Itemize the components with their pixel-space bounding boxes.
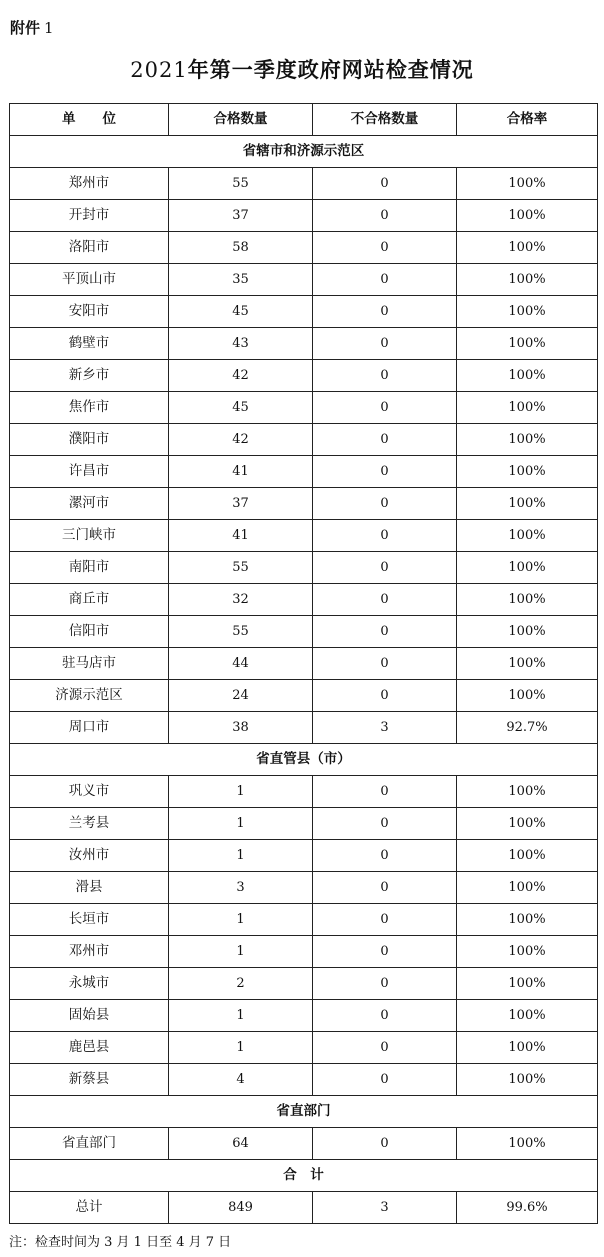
qualified-count-cell: 4	[169, 1064, 313, 1096]
pass-rate-cell: 100%	[457, 392, 598, 424]
page-title	[0, 54, 604, 84]
table-row	[10, 1192, 598, 1224]
unit-cell: 永城市	[10, 968, 169, 1000]
pass-rate-cell: 100%	[457, 1128, 598, 1160]
unqualified-count-cell: 0	[313, 392, 457, 424]
qualified-count-cell: 45	[169, 296, 313, 328]
unit-cell: 濮阳市	[10, 424, 169, 456]
pass-rate-cell: 100%	[457, 168, 598, 200]
qualified-count-cell: 55	[169, 168, 313, 200]
unit-cell: 长垣市	[10, 904, 169, 936]
table-row	[10, 776, 598, 808]
table-row	[10, 520, 598, 552]
unit-cell: 新乡市	[10, 360, 169, 392]
unqualified-count-cell: 0	[313, 1128, 457, 1160]
unqualified-count-cell: 0	[313, 840, 457, 872]
unqualified-count-cell: 0	[313, 168, 457, 200]
pass-rate-cell: 100%	[457, 808, 598, 840]
unit-cell: 安阳市	[10, 296, 169, 328]
table-row	[10, 328, 598, 360]
qualified-count-cell: 849	[169, 1192, 313, 1224]
qualified-count-cell: 58	[169, 232, 313, 264]
pass-rate-cell: 99.6%	[457, 1192, 598, 1224]
section-title: 省直管县（市）	[10, 744, 598, 776]
qualified-count-cell: 44	[169, 648, 313, 680]
unit-cell: 鹤壁市	[10, 328, 169, 360]
table-row	[10, 936, 598, 968]
unit-cell: 漯河市	[10, 488, 169, 520]
unit-cell: 兰考县	[10, 808, 169, 840]
table-row	[10, 200, 598, 232]
table-row	[10, 968, 598, 1000]
pass-rate-cell: 100%	[457, 456, 598, 488]
qualified-count-cell: 37	[169, 200, 313, 232]
title-text: 年第一季度政府网站检查情况	[187, 57, 474, 82]
pass-rate-cell: 100%	[457, 680, 598, 712]
pass-rate-cell: 100%	[457, 1000, 598, 1032]
unqualified-count-cell: 0	[313, 1000, 457, 1032]
unit-cell: 巩义市	[10, 776, 169, 808]
unit-cell: 许昌市	[10, 456, 169, 488]
qualified-count-cell: 1	[169, 840, 313, 872]
section-header-row	[10, 744, 598, 776]
table-row	[10, 616, 598, 648]
section-header-row	[10, 136, 598, 168]
table-row	[10, 1000, 598, 1032]
qualified-count-cell: 42	[169, 360, 313, 392]
unqualified-count-cell: 0	[313, 264, 457, 296]
attachment-label-text: 附件	[10, 19, 41, 37]
unqualified-count-cell: 0	[313, 200, 457, 232]
table-row	[10, 808, 598, 840]
table-row	[10, 904, 598, 936]
unit-cell: 邓州市	[10, 936, 169, 968]
attachment-label	[10, 17, 54, 38]
qualified-count-cell: 2	[169, 968, 313, 1000]
table-row	[10, 1032, 598, 1064]
table-row	[10, 552, 598, 584]
unqualified-count-cell: 0	[313, 936, 457, 968]
table-row	[10, 1064, 598, 1096]
table-body	[10, 136, 598, 1224]
unit-cell: 济源示范区	[10, 680, 169, 712]
qualified-count-cell: 55	[169, 552, 313, 584]
qualified-count-cell: 35	[169, 264, 313, 296]
table-row	[10, 872, 598, 904]
table-row	[10, 680, 598, 712]
unit-cell: 开封市	[10, 200, 169, 232]
qualified-count-cell: 55	[169, 616, 313, 648]
table-row	[10, 264, 598, 296]
table-header-row	[10, 104, 598, 136]
table-row	[10, 296, 598, 328]
inspection-table	[9, 103, 598, 1224]
unit-cell: 汝州市	[10, 840, 169, 872]
unqualified-count-cell: 0	[313, 520, 457, 552]
qualified-count-cell: 1	[169, 808, 313, 840]
qualified-count-cell: 1	[169, 936, 313, 968]
unqualified-count-cell: 0	[313, 904, 457, 936]
table-row	[10, 232, 598, 264]
qualified-count-cell: 1	[169, 1000, 313, 1032]
column-header-unit: 单 位	[10, 104, 169, 136]
section-title: 省直部门	[10, 1096, 598, 1128]
qualified-count-cell: 24	[169, 680, 313, 712]
qualified-count-cell: 38	[169, 712, 313, 744]
unit-cell: 鹿邑县	[10, 1032, 169, 1064]
unqualified-count-cell: 0	[313, 424, 457, 456]
qualified-count-cell: 1	[169, 776, 313, 808]
pass-rate-cell: 100%	[457, 1032, 598, 1064]
unqualified-count-cell: 0	[313, 616, 457, 648]
qualified-count-cell: 41	[169, 456, 313, 488]
pass-rate-cell: 100%	[457, 840, 598, 872]
table-row	[10, 392, 598, 424]
unit-cell: 洛阳市	[10, 232, 169, 264]
unqualified-count-cell: 0	[313, 680, 457, 712]
title-year: 2021	[130, 58, 188, 82]
qualified-count-cell: 45	[169, 392, 313, 424]
unqualified-count-cell: 0	[313, 1064, 457, 1096]
unqualified-count-cell: 0	[313, 328, 457, 360]
pass-rate-cell: 100%	[457, 264, 598, 296]
unqualified-count-cell: 0	[313, 808, 457, 840]
column-header-rate: 合格率	[457, 104, 598, 136]
unit-cell: 焦作市	[10, 392, 169, 424]
attachment-number: 1	[44, 19, 54, 37]
pass-rate-cell: 100%	[457, 232, 598, 264]
section-header-row	[10, 1160, 598, 1192]
unit-cell: 商丘市	[10, 584, 169, 616]
pass-rate-cell: 100%	[457, 488, 598, 520]
pass-rate-cell: 100%	[457, 872, 598, 904]
table-row	[10, 360, 598, 392]
table-row	[10, 648, 598, 680]
column-header-qualified: 合格数量	[169, 104, 313, 136]
pass-rate-cell: 100%	[457, 200, 598, 232]
unqualified-count-cell: 0	[313, 296, 457, 328]
section-title: 合 计	[10, 1160, 598, 1192]
section-header-row	[10, 1096, 598, 1128]
pass-rate-cell: 100%	[457, 520, 598, 552]
table-row	[10, 488, 598, 520]
table-row	[10, 1128, 598, 1160]
unit-cell: 郑州市	[10, 168, 169, 200]
qualified-count-cell: 64	[169, 1128, 313, 1160]
unqualified-count-cell: 0	[313, 232, 457, 264]
unqualified-count-cell: 0	[313, 456, 457, 488]
pass-rate-cell: 100%	[457, 424, 598, 456]
unqualified-count-cell: 0	[313, 360, 457, 392]
pass-rate-cell: 100%	[457, 776, 598, 808]
unqualified-count-cell: 3	[313, 712, 457, 744]
table-row	[10, 840, 598, 872]
table-row	[10, 168, 598, 200]
unqualified-count-cell: 0	[313, 584, 457, 616]
pass-rate-cell: 100%	[457, 936, 598, 968]
column-header-unqualified: 不合格数量	[313, 104, 457, 136]
unqualified-count-cell: 0	[313, 488, 457, 520]
unit-cell: 新蔡县	[10, 1064, 169, 1096]
pass-rate-cell: 100%	[457, 968, 598, 1000]
qualified-count-cell: 1	[169, 904, 313, 936]
pass-rate-cell: 100%	[457, 1064, 598, 1096]
unit-cell: 省直部门	[10, 1128, 169, 1160]
unqualified-count-cell: 0	[313, 648, 457, 680]
table-row	[10, 584, 598, 616]
unit-cell: 周口市	[10, 712, 169, 744]
qualified-count-cell: 32	[169, 584, 313, 616]
pass-rate-cell: 100%	[457, 552, 598, 584]
unit-cell: 固始县	[10, 1000, 169, 1032]
qualified-count-cell: 41	[169, 520, 313, 552]
unqualified-count-cell: 3	[313, 1192, 457, 1224]
section-title: 省辖市和济源示范区	[10, 136, 598, 168]
unqualified-count-cell: 0	[313, 968, 457, 1000]
unit-cell: 平顶山市	[10, 264, 169, 296]
pass-rate-cell: 100%	[457, 904, 598, 936]
table-row	[10, 456, 598, 488]
unqualified-count-cell: 0	[313, 552, 457, 584]
qualified-count-cell: 43	[169, 328, 313, 360]
table-row	[10, 424, 598, 456]
qualified-count-cell: 1	[169, 1032, 313, 1064]
pass-rate-cell: 100%	[457, 328, 598, 360]
unqualified-count-cell: 0	[313, 1032, 457, 1064]
pass-rate-cell: 92.7%	[457, 712, 598, 744]
pass-rate-cell: 100%	[457, 360, 598, 392]
unqualified-count-cell: 0	[313, 872, 457, 904]
unit-cell: 滑县	[10, 872, 169, 904]
qualified-count-cell: 37	[169, 488, 313, 520]
unit-cell: 南阳市	[10, 552, 169, 584]
unit-cell: 三门峡市	[10, 520, 169, 552]
footnote: 注：检查时间为 3 月 1 日至 4 月 7 日	[9, 1235, 232, 1250]
unqualified-count-cell: 0	[313, 776, 457, 808]
qualified-count-cell: 42	[169, 424, 313, 456]
qualified-count-cell: 3	[169, 872, 313, 904]
pass-rate-cell: 100%	[457, 616, 598, 648]
unit-cell: 驻马店市	[10, 648, 169, 680]
unit-cell: 信阳市	[10, 616, 169, 648]
unit-cell: 总计	[10, 1192, 169, 1224]
pass-rate-cell: 100%	[457, 296, 598, 328]
pass-rate-cell: 100%	[457, 648, 598, 680]
pass-rate-cell: 100%	[457, 584, 598, 616]
table-row	[10, 712, 598, 744]
